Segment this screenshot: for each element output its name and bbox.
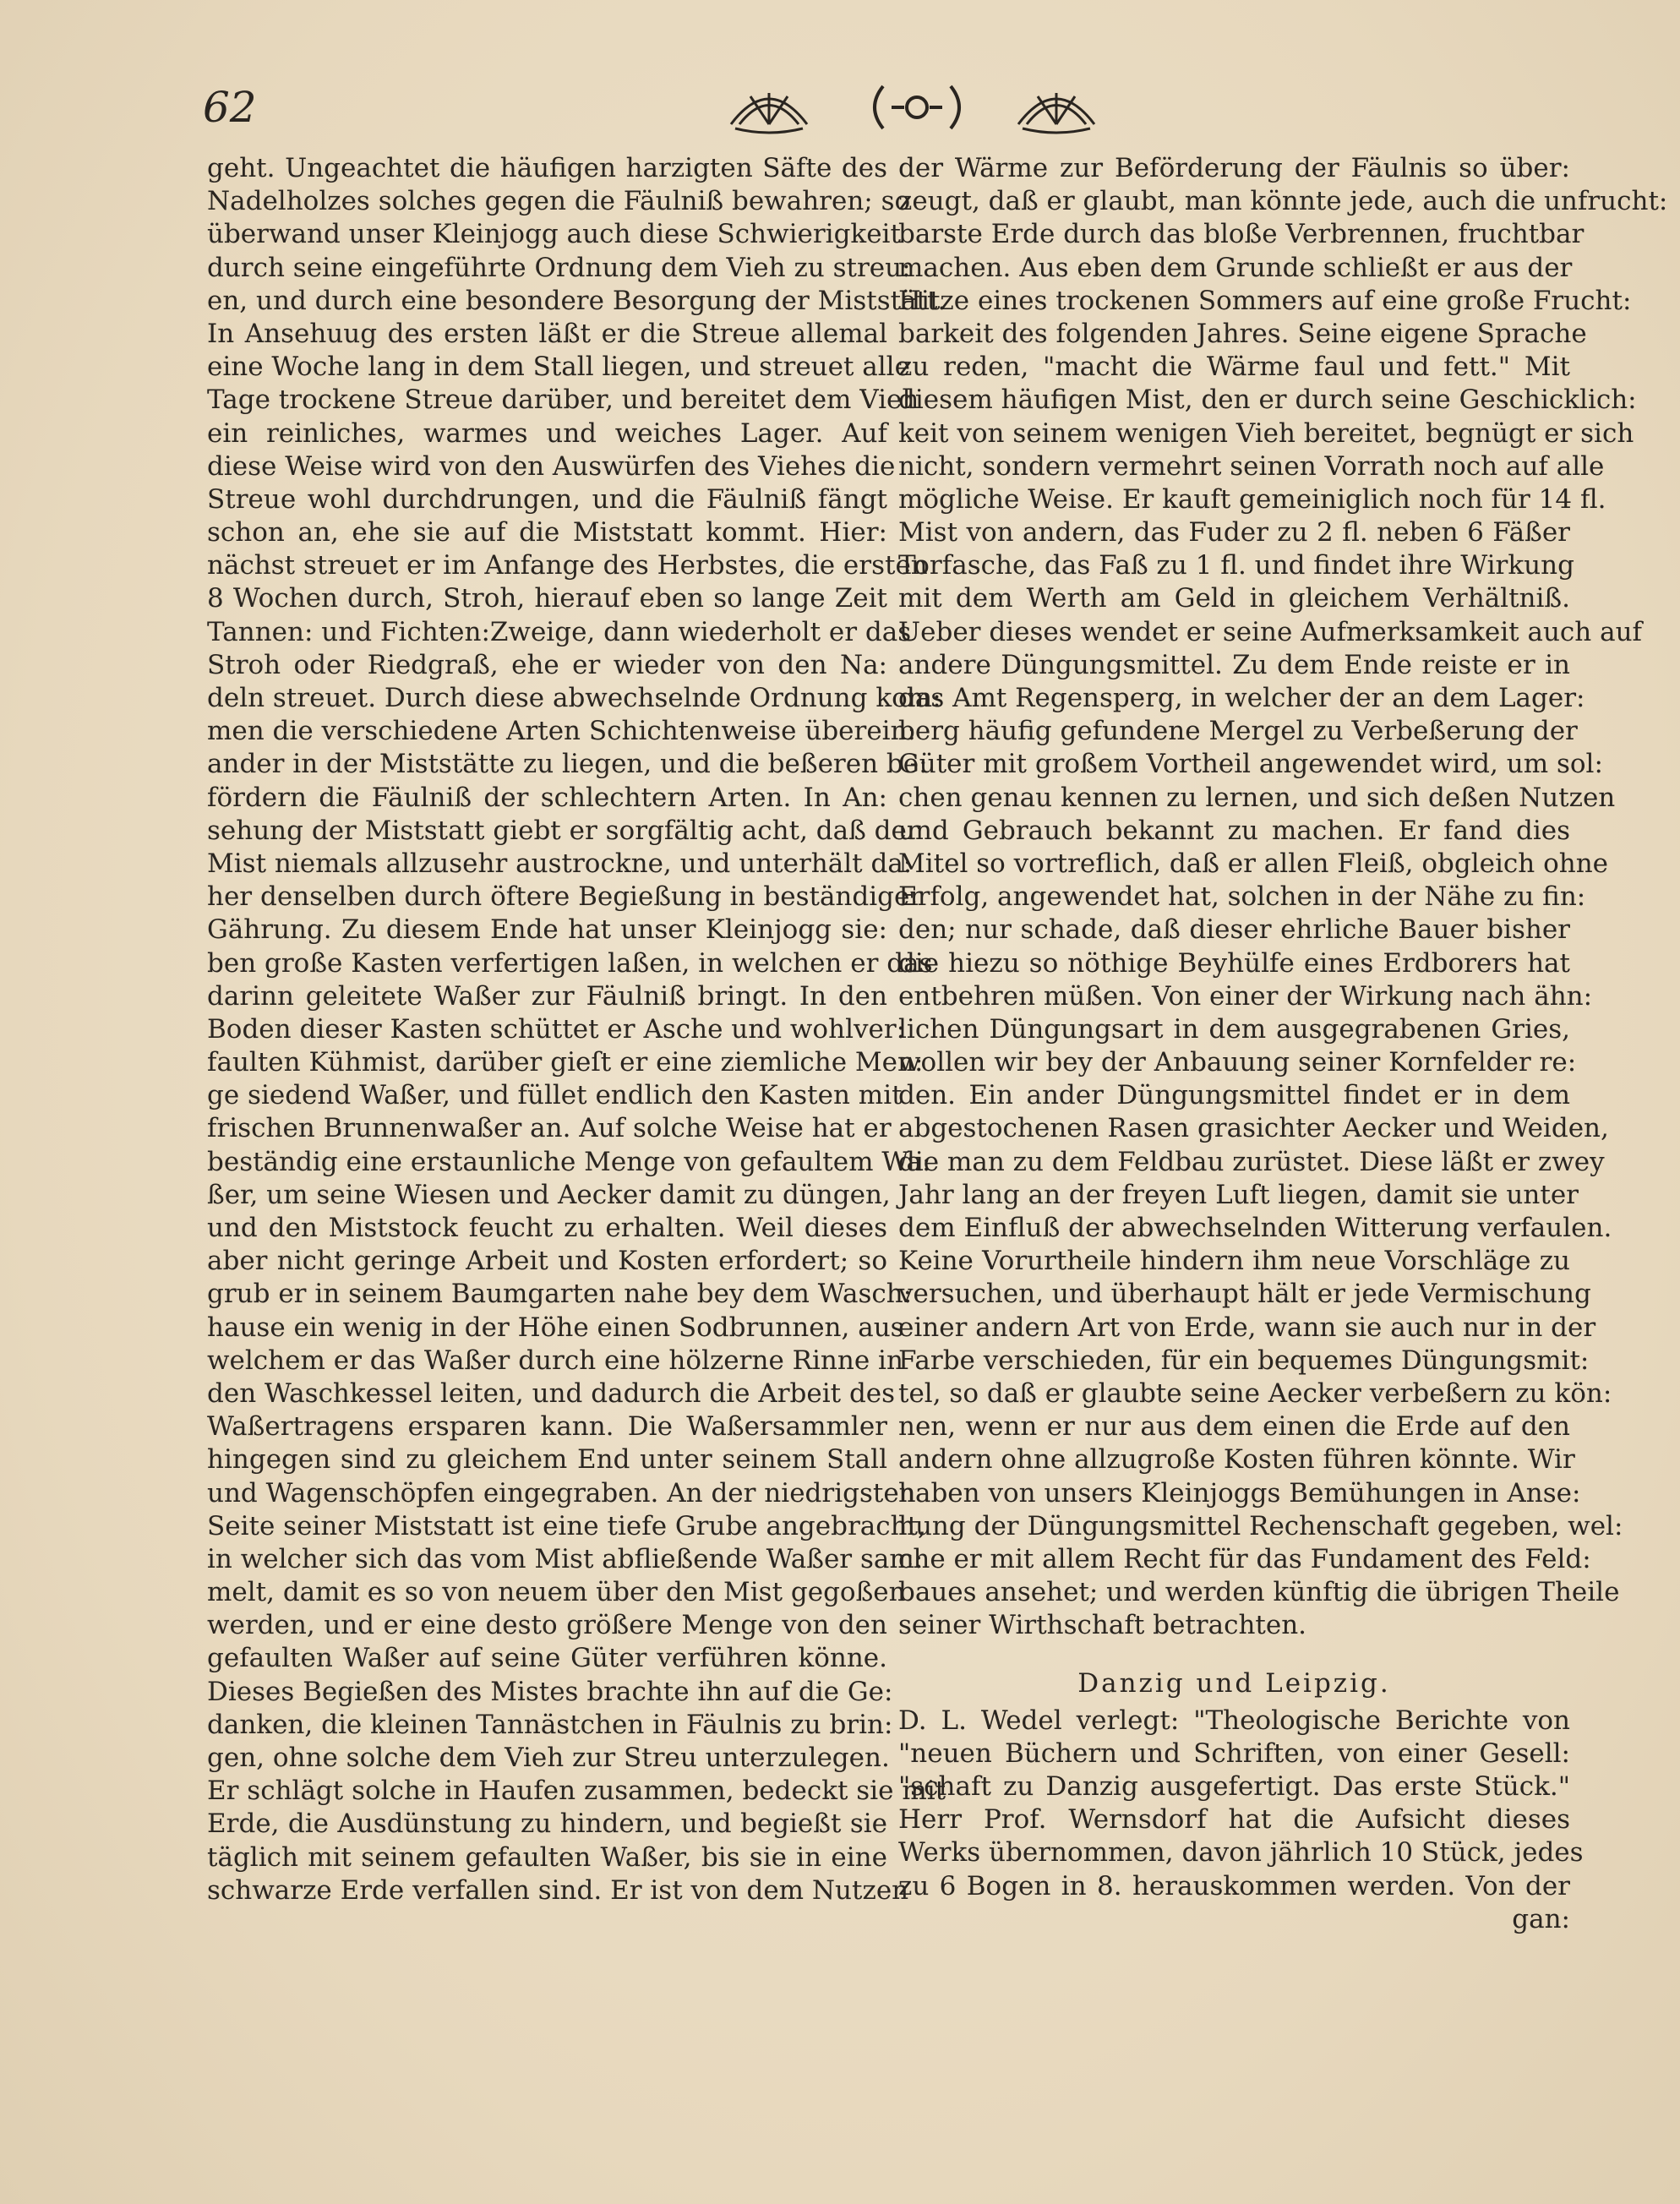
text-line: schwarze Erde verfallen sind. Er ist von dem Nutzen <box>207 1874 909 1906</box>
text-line: ben große Kasten verfertigen laßen, in welchen er das <box>207 947 933 979</box>
text-line: men die verschiedene Arten Schichtenweise überein: <box>207 716 916 747</box>
text-line: ßer, um seine Wiesen und Aecker damit zu düngen, <box>207 1179 891 1210</box>
page-number: 62 <box>203 83 257 132</box>
text-line: frischen Brunnenwaßer an. Auf solche Weise hat er <box>207 1113 892 1144</box>
text-line: berg häufig gefundene Mergel zu Verbeßerung der <box>898 716 1578 747</box>
text-line: schon an, ehe sie auf die Miststatt kommt. Hier: <box>207 517 887 548</box>
text-line: che er mit allem Recht für das Fundament des Feld: <box>898 1543 1591 1574</box>
text-line: lichen Düngungsart in dem ausgegrabenen Gries, <box>898 1013 1570 1045</box>
text-line: barkeit des folgenden Jahres. Seine eigene Sprache <box>898 318 1587 349</box>
text-line: hingegen sind zu gleichem End unter seinem Stall <box>207 1444 887 1476</box>
text-line: durch seine eingeführte Ordnung dem Vieh zu streu: <box>207 252 911 283</box>
text-line: zu reden, "macht die Wärme faul und fett." Mit <box>898 352 1570 383</box>
text-line: Torfasche, das Faß zu 1 fl. und findet ihre Wirkung <box>898 550 1574 581</box>
text-line: Er schlägt solche in Haufen zusammen, bedeckt sie mit <box>207 1776 946 1807</box>
text-line: zu 6 Bogen in 8. herauskommen werden. Von der <box>898 1870 1570 1901</box>
text-line: keit von seinem wenigen Vieh bereitet, begnügt er sich <box>898 417 1634 449</box>
text-line: D. L. Wedel verlegt: "Theologische Berichte von <box>898 1705 1570 1736</box>
text-line: Herr Prof. Wernsdorf hat die Aufsicht dieses <box>898 1804 1570 1836</box>
right-column-body <box>898 152 1668 1642</box>
text-line: hause ein wenig in der Höhe einen Sodbrunnen, aus <box>207 1312 904 1343</box>
text-line: ein reinliches, warmes und weiches Lager. Auf <box>207 417 887 449</box>
text-line: Ueber dieses wendet er seine Aufmerksamkeit auch auf <box>898 616 1643 647</box>
text-line: Mist von andern, das Fuder zu 2 fl. neben 6 Fäßer <box>898 517 1570 548</box>
text-line: her denselben durch öftere Begießung in beständiger <box>207 881 923 913</box>
text-line: die man zu dem Feldbau zurüstet. Diese läßt er zwey <box>898 1146 1605 1177</box>
text-line: und den Miststock feucht zu erhalten. Weil dieses <box>207 1213 887 1243</box>
text-line: Jahr lang an der freyen Luft liegen, damit sie unter <box>898 1179 1579 1210</box>
text-line: und Gebrauch bekannt zu machen. Er fand dies <box>898 815 1570 846</box>
text-line: Mist niemals allzusehr austrockne, und unterhält da: <box>207 848 913 879</box>
section-title: Danzig und Leipzig. <box>1077 1668 1391 1699</box>
text-line: welchem er das Waßer durch eine hölzerne Rinne in <box>207 1345 903 1376</box>
text-line: Seite seiner Miststatt ist eine tiefe Grube angebracht, <box>207 1510 926 1541</box>
text-line: andere Düngungsmittel. Zu dem Ende reiste er in <box>898 649 1570 680</box>
section-body <box>898 1705 1584 1903</box>
text-line: Erde, die Ausdünstung zu hindern, und begießt sie <box>207 1808 887 1840</box>
text-line: mögliche Weise. Er kauft gemeiniglich noch für 14 fl. <box>898 483 1606 515</box>
text-line: barste Erde durch das bloße Verbrennen, fruchtbar <box>898 219 1585 250</box>
text-line: sehung der Miststatt giebt er sorgfältig acht, daß der <box>207 815 919 846</box>
text-line: Mitel so vortreflich, daß er allen Fleiß, obgleich ohne <box>898 848 1609 879</box>
text-line: Tannen: und Fichten:Zweige, dann wiederholt er das <box>207 616 912 647</box>
scroll-ornament-icon <box>862 78 972 137</box>
text-line: Stroh oder Riedgraß, ehe er wieder von den Na: <box>207 649 887 680</box>
text-line: zeugt, daß er glaubt, man könnte jede, auch die unfrucht: <box>898 186 1668 217</box>
text-line: tel, so daß er glaubte seine Aecker verbeßern zu kön: <box>898 1378 1612 1409</box>
text-line: abgestochenen Rasen grasichter Aecker und Weiden, <box>898 1113 1609 1144</box>
text-line: nen, wenn er nur aus dem einen die Erde auf den <box>898 1411 1570 1443</box>
text-line: Boden dieser Kasten schüttet er Asche und wohlver: <box>207 1013 906 1045</box>
text-line: der Wärme zur Beförderung der Fäulnis so über: <box>898 153 1570 183</box>
text-line: In Ansehuug des ersten läßt er die Streue allemal <box>207 318 887 349</box>
text-line: das Amt Regensperg, in welcher der an dem Lager: <box>898 683 1585 713</box>
left-text-column <box>207 152 946 1907</box>
text-line: Dieses Begießen des Mistes brachte ihn auf die Ge: <box>207 1676 893 1707</box>
text-line: Erfolg, angewendet hat, solchen in der Nähe zu fin: <box>898 881 1586 913</box>
text-line: versuchen, und überhaupt hält er jede Vermischung <box>898 1279 1591 1310</box>
text-line: entbehren müßen. Von einer der Wirkung nach ähn: <box>898 980 1593 1012</box>
text-line: gen, ohne solche dem Vieh zur Streu unterzulegen. <box>207 1743 890 1773</box>
text-line: einer andern Art von Erde, wann sie auch nur in der <box>898 1312 1596 1343</box>
text-line: dem Einfluß der abwechselnden Witterung verfaulen. <box>898 1213 1612 1243</box>
text-line: chen genau kennen zu lernen, und sich deßen Nutzen <box>898 782 1616 813</box>
text-line: en, und durch eine besondere Besorgung der Miststätt. <box>207 285 946 316</box>
text-line: "neuen Büchern und Schriften, von einer Gesell: <box>898 1738 1570 1769</box>
text-line: in welcher sich das vom Mist abfließende Waßer sam: <box>207 1543 924 1574</box>
text-line: Streue wohl durchdrungen, und die Fäulniß fängt <box>207 483 887 515</box>
text-line: und Wagenschöpfen eingegraben. An der niedrigsten <box>207 1477 916 1508</box>
text-line: Keine Vorurtheile hindern ihm neue Vorschläge zu <box>898 1246 1570 1277</box>
text-line: täglich mit seinem gefaulten Waßer, bis sie in eine <box>207 1841 887 1873</box>
text-line: "schaft zu Danzig ausgefertigt. Das erste Stück." <box>898 1771 1570 1802</box>
text-line: werden, und er eine desto größere Menge von den <box>207 1610 887 1641</box>
text-line: grub er in seinem Baumgarten nahe bey dem Wasch: <box>207 1279 913 1310</box>
text-line: 8 Wochen durch, Stroh, hierauf eben so lange Zeit <box>207 583 887 614</box>
text-line: den. Ein ander Düngungsmittel findet er in dem <box>898 1080 1570 1111</box>
text-line: melt, damit es so von neuem über den Mist gegoßen <box>207 1577 906 1608</box>
shell-ornament-icon <box>1006 78 1107 137</box>
text-line: hung der Düngungsmittel Rechenschaft gegeben, wel: <box>898 1510 1623 1541</box>
text-line: den; nur schade, daß dieser ehrliche Bauer bisher <box>898 914 1570 946</box>
text-line: aber nicht geringe Arbeit und Kosten erfordert; so <box>207 1246 887 1277</box>
text-line: den Waschkessel leiten, und dadurch die Arbeit des <box>207 1378 896 1409</box>
text-line: andern ohne allzugroße Kosten führen könnte. Wir <box>898 1444 1575 1476</box>
text-line: machen. Aus eben dem Grunde schließt er aus der <box>898 252 1573 283</box>
text-line: diese Weise wird von den Auswürfen des Viehes die <box>207 450 896 482</box>
text-line: Farbe verschieden, für ein bequemes Düngungsmit: <box>898 1345 1590 1376</box>
text-line: beständig eine erstaunliche Menge von gefaultem Wa: <box>207 1146 931 1177</box>
text-line: baues ansehet; und werden künftig die übrigen Theile <box>898 1577 1620 1608</box>
page-header <box>203 78 1555 145</box>
text-line: darinn geleitete Waßer zur Fäulniß bringt. In den <box>207 980 887 1012</box>
text-line: ander in der Miststätte zu liegen, und die beßeren be: <box>207 749 928 780</box>
catchword: gan: <box>1512 1903 1570 1934</box>
text-line: deln streuet. Durch diese abwechselnde Ordnung kom: <box>207 683 941 713</box>
text-line: Tage trockene Streue darüber, und bereitet dem Vieh <box>207 385 919 416</box>
text-line: Hitze eines trockenen Sommers auf eine große Frucht: <box>898 285 1632 316</box>
text-line: Gährung. Zu diesem Ende hat unser Kleinjogg sie: <box>207 914 887 946</box>
text-line: ge siedend Waßer, und füllet endlich den Kasten mit <box>207 1080 903 1111</box>
text-line: gefaulten Waßer auf seine Güter verführen könne. <box>207 1643 887 1674</box>
text-line: seiner Wirthschaft betrachten. <box>898 1610 1307 1641</box>
right-text-column <box>898 152 1668 1936</box>
text-line: Werks übernommen, davon jährlich 10 Stück, jedes <box>898 1837 1584 1868</box>
text-line: geht. Ungeachtet die häufigen harzigten Säfte des <box>207 153 887 183</box>
text-line: Nadelholzes solches gegen die Fäulniß bewahren; so <box>207 186 911 217</box>
shell-ornament-icon <box>718 78 820 137</box>
text-line: überwand unser Kleinjogg auch diese Schwierigkeit <box>207 219 901 250</box>
text-line: wollen wir bey der Anbauung seiner Kornfelder re: <box>898 1047 1577 1078</box>
text-line: haben von unsers Kleinjoggs Bemühungen in Anse: <box>898 1477 1581 1508</box>
text-line: eine Woche lang in dem Stall liegen, und streuet alle <box>207 352 910 383</box>
text-line: fördern die Fäulniß der schlechtern Arten. In An: <box>207 782 887 813</box>
text-line: nicht, sondern vermehrt seinen Vorrath noch auf alle <box>898 450 1605 482</box>
text-line: faulten Kühmist, darüber gieſt er eine ziemliche Men: <box>207 1047 924 1078</box>
text-line: Güter mit großem Vortheil angewendet wird, um sol: <box>898 749 1603 780</box>
text-line: danken, die kleinen Tannästchen in Fäulnis zu brin: <box>207 1709 893 1740</box>
text-line: die hiezu so nöthige Beyhülfe eines Erdborers hat <box>898 947 1570 979</box>
text-line: Waßertragens ersparen kann. Die Waßersammler <box>207 1411 887 1443</box>
text-line: mit dem Werth am Geld in gleichem Verhältniß. <box>898 583 1570 614</box>
text-line: diesem häufigen Mist, den er durch seine Geschicklich: <box>898 385 1637 416</box>
text-line: nächst streuet er im Anfange des Herbstes, die ersten <box>207 550 928 581</box>
